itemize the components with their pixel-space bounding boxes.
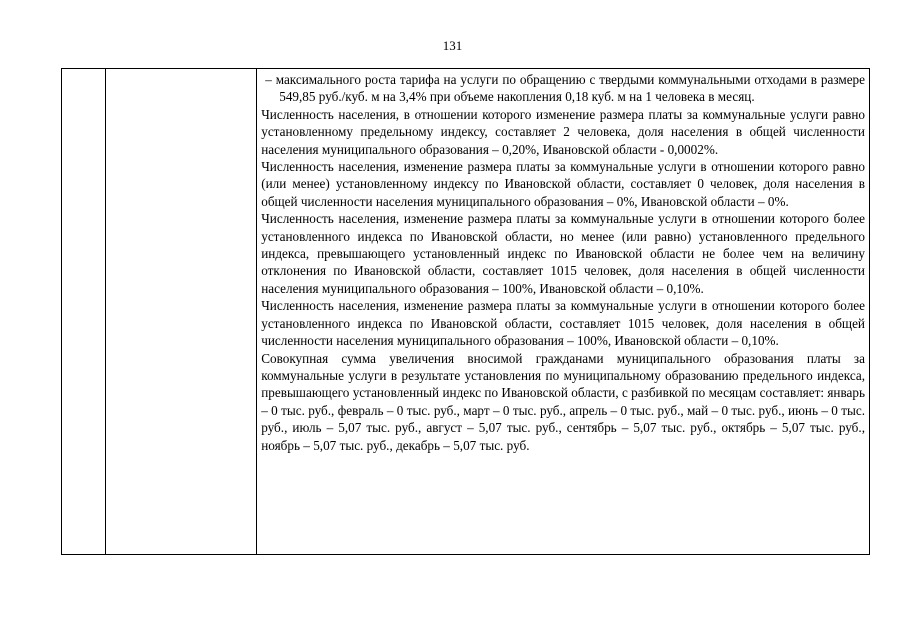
paragraph-tariff-growth: – максимального роста тарифа на услуги по обращению с твердыми коммунальными отходами в размере 549,85 руб./куб. м на 3,4% при объеме накопления 0,18 куб. м на 1 человека в месяц. [265,72,865,105]
table-cell-description [257,69,870,555]
paragraph-population-below-index: Численность населения, изменение размера платы за коммунальные услуги в отношении которого равно (или менее) установленному индексу по Ивановской области, составляет 0 человек, доля населения в общей численности населения муниципального образования – 0%, Ивановской области – 0%. [261,159,865,209]
paragraph-population-above-index: Численность населения, изменение размера платы за коммунальные услуги в отношении которого более установленного индекса по Ивановской области, составляет 1015 человек, доля населения в общей численности населения муниципального образования – 100%, Ивановской области – 0,10%. [261,298,865,349]
document-table [61,68,870,555]
table-cell-number [62,69,106,555]
paragraph-population-equal-limit: Численность населения, в отношении которого изменение размера платы за коммунальные услуги равно установленному предельному индексу, составляет 2 человека, доля населения в общей численности населения муниципального образования – 0,20%, Ивановской области - 0,0002%. [261,106,865,157]
paragraph-total-increase-by-month: Совокупная сумма увеличения вносимой гражданами муниципального образования платы за коммунальные услуги в результате установления по муниципальному образованию предельного индекса, превышающего установленный индекс по Ивановской области, с разбивкой по месяцам составляет: январь – 0 тыс. руб., февраль – 0 тыс. руб., март – 0 тыс. руб., апрель – 0 тыс. руб., май – 0 тыс. руб., июнь – 0 тыс. руб., июль – 5,07 тыс. руб., август – 5,07 тыс. руб., сентябрь – 5,07 тыс. руб., октябрь – 5,07 тыс. руб., ноябрь – 5,07 тыс. руб., декабрь – 5,07 тыс. руб. [261,350,865,453]
table-row [62,69,870,555]
paragraph-population-within-deviation: Численность населения, изменение размера платы за коммунальные услуги в отношении которого более установленного индекса по Ивановской области, но менее (или равно) установленного предельного индекса, превышающего установленный индекс по Ивановской области не более чем на величину отклонения по Ивановской области, составляет 1015 человек, доля населения в общей численности населения муниципального образования – 100%, Ивановской области – 0,10%. [261,211,865,296]
page-number: 131 [442,38,463,53]
table-cell-name [106,69,257,555]
